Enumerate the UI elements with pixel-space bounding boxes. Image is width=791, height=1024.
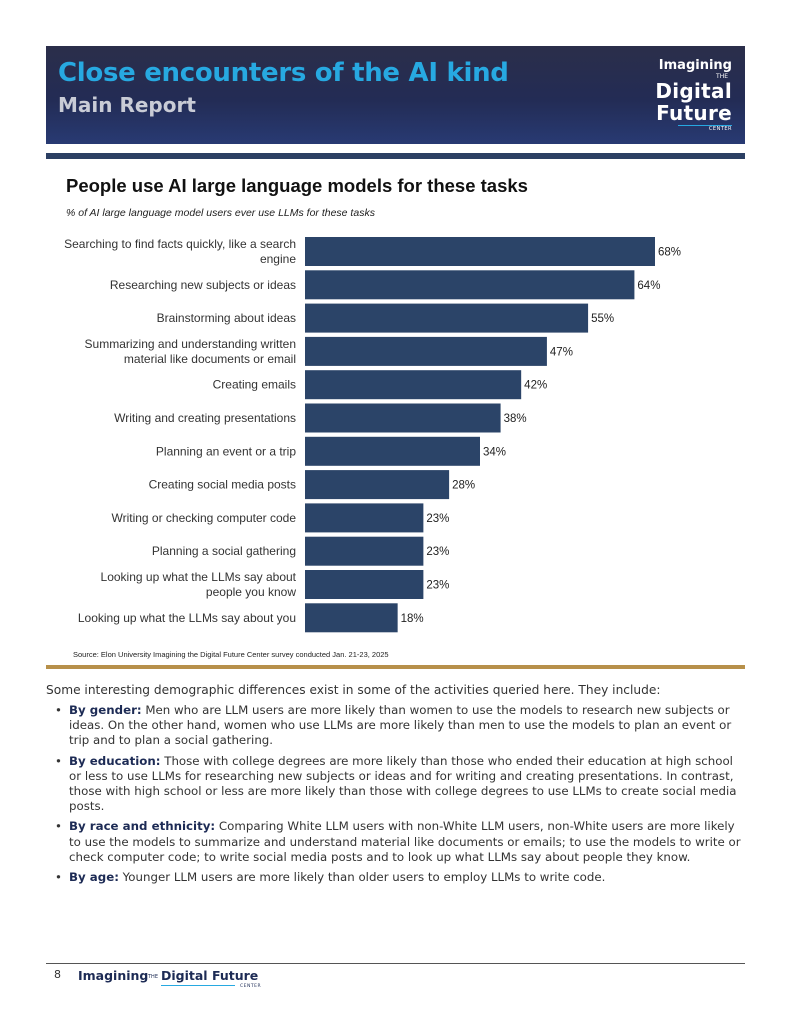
category-label-line: Looking up what the LLMs say about you [77, 610, 296, 625]
bar-chart [0, 228, 791, 640]
bullet-icon: • [55, 753, 62, 768]
value-label-9: 23% [426, 546, 450, 559]
category-label-line: engine [259, 252, 296, 266]
logo-line-the: THE [716, 73, 728, 80]
bar-10 [305, 570, 423, 599]
footer-logo-the: THE [148, 974, 158, 980]
demographic-list [46, 703, 746, 890]
chart-divider [46, 665, 745, 669]
category-label-2 [157, 311, 296, 325]
category-label-0 [64, 237, 296, 266]
bar-2 [305, 304, 588, 333]
value-label-8: 23% [426, 512, 450, 525]
footer-logo-imagining: Imagining [78, 968, 149, 983]
list-item-label: By race and ethnicity: [69, 819, 216, 834]
logo-line-center: CENTER [708, 126, 732, 132]
list-item-text: Younger LLM users are more likely than older users to employ LLMs to write code. [118, 870, 606, 885]
bullet-icon: • [55, 819, 62, 834]
footer-divider [46, 963, 745, 964]
bullet-icon: • [55, 870, 62, 885]
category-label-line: Researching new subjects or ideas [109, 277, 296, 292]
category-label-line: Creating social media posts [148, 477, 296, 492]
value-label-2: 55% [591, 313, 615, 326]
category-label-line: Creating emails [212, 377, 296, 392]
category-label-3 [85, 337, 296, 366]
category-label-line: Looking up what the LLMs say about [100, 570, 296, 584]
bullet-icon: • [55, 703, 62, 717]
chart-source: Source: Elon University Imagining the Digital Future Center survey conducted Jan. 21-23, 2025 [73, 650, 389, 659]
imagining-digital-future-logo [648, 58, 732, 142]
logo-line-imagining: Imagining [658, 58, 732, 73]
value-label-4: 42% [524, 379, 548, 392]
list-item [46, 819, 746, 865]
list-item-text: Those with college degrees are more likely than those who ended their education at high school or less to use LLMs for researching new subjects or ideas and for writing and creating presentations. In contrast, those with high school or less are more likely than those with college degrees to use LLMs to create social media posts. [69, 753, 737, 814]
chart-title: People use AI large language models for these tasks [66, 175, 528, 196]
category-label-line: Brainstorming about ideas [156, 311, 296, 326]
category-label-line: material like documents or email [123, 351, 296, 366]
bar-5 [305, 404, 501, 433]
value-label-6: 34% [483, 446, 507, 459]
bar-7 [305, 470, 449, 499]
category-label-10 [101, 570, 297, 599]
bar-8 [305, 503, 423, 532]
category-label-line: Summarizing and understanding written [84, 336, 296, 351]
category-label-line: people you know [205, 585, 296, 599]
category-label-line: Writing or checking computer code [111, 510, 296, 525]
category-label-4 [213, 378, 296, 392]
list-item-label: By gender: [69, 703, 142, 717]
category-label-6 [156, 444, 296, 458]
bar-6 [305, 437, 480, 466]
bar-4 [305, 370, 521, 399]
category-label-7 [149, 478, 296, 492]
page-number: 8 [54, 968, 61, 981]
category-label-8 [111, 511, 296, 525]
value-label-10: 23% [426, 579, 450, 592]
footer-logo [78, 966, 268, 992]
chart-subtitle: % of AI large language model users ever use LLMs for these tasks [66, 207, 375, 219]
category-label-line: Searching to find facts quickly, like a search [64, 237, 296, 251]
report-subtitle: Main Report [58, 93, 196, 117]
logo-line-digital: Digital [655, 79, 732, 103]
list-item-text: Men who are LLM users are more likely than women to use the models to research new subjects or ideas. On the other hand, women who use LLMs are more likely than men to use the models to plan an event or trip and to plan a social gathering. [69, 703, 732, 748]
category-label-line: Writing and creating presentations [114, 411, 296, 425]
bar-11 [305, 603, 398, 632]
category-label-9 [152, 544, 296, 558]
footer-logo-digital-future: Digital Future [161, 968, 259, 983]
bar-1 [305, 270, 634, 299]
list-item-label: By education: [69, 753, 161, 768]
list-item [46, 870, 746, 885]
value-label-11: 18% [400, 612, 424, 625]
category-label-5 [114, 411, 296, 425]
list-item [46, 703, 746, 749]
bar-9 [305, 537, 423, 566]
report-title: Close encounters of the AI kind [58, 58, 509, 88]
category-label-line: Planning an event or a trip [155, 444, 296, 459]
report-header-banner [46, 46, 745, 144]
header-divider [46, 153, 745, 159]
value-label-3: 47% [549, 346, 573, 359]
value-label-7: 28% [452, 479, 476, 492]
category-label-line: Planning a social gathering [151, 544, 296, 559]
footer-logo-center: CENTER [240, 984, 262, 989]
intro-paragraph: Some interesting demographic differences exist in some of the activities queried here. They include: [46, 683, 661, 697]
list-item [46, 754, 746, 815]
category-label-11 [78, 611, 296, 625]
list-item-text: Comparing White LLM users with non-White LLM users, non-White users are more likely to use the models to summarize and understand material like documents or emails; to use the models to write or check computer code; to write social media posts and to look up what LLMs say about people they know. [69, 819, 741, 864]
bar-3 [305, 337, 547, 366]
value-label-0: 68% [658, 246, 682, 259]
footer-logo-rule [161, 985, 235, 986]
category-label-1 [110, 278, 296, 292]
value-label-1: 64% [637, 279, 661, 292]
value-label-5: 38% [503, 413, 527, 425]
bar-0 [305, 237, 655, 266]
list-item-label: By age: [69, 870, 119, 885]
logo-line-future: Future [656, 101, 732, 125]
